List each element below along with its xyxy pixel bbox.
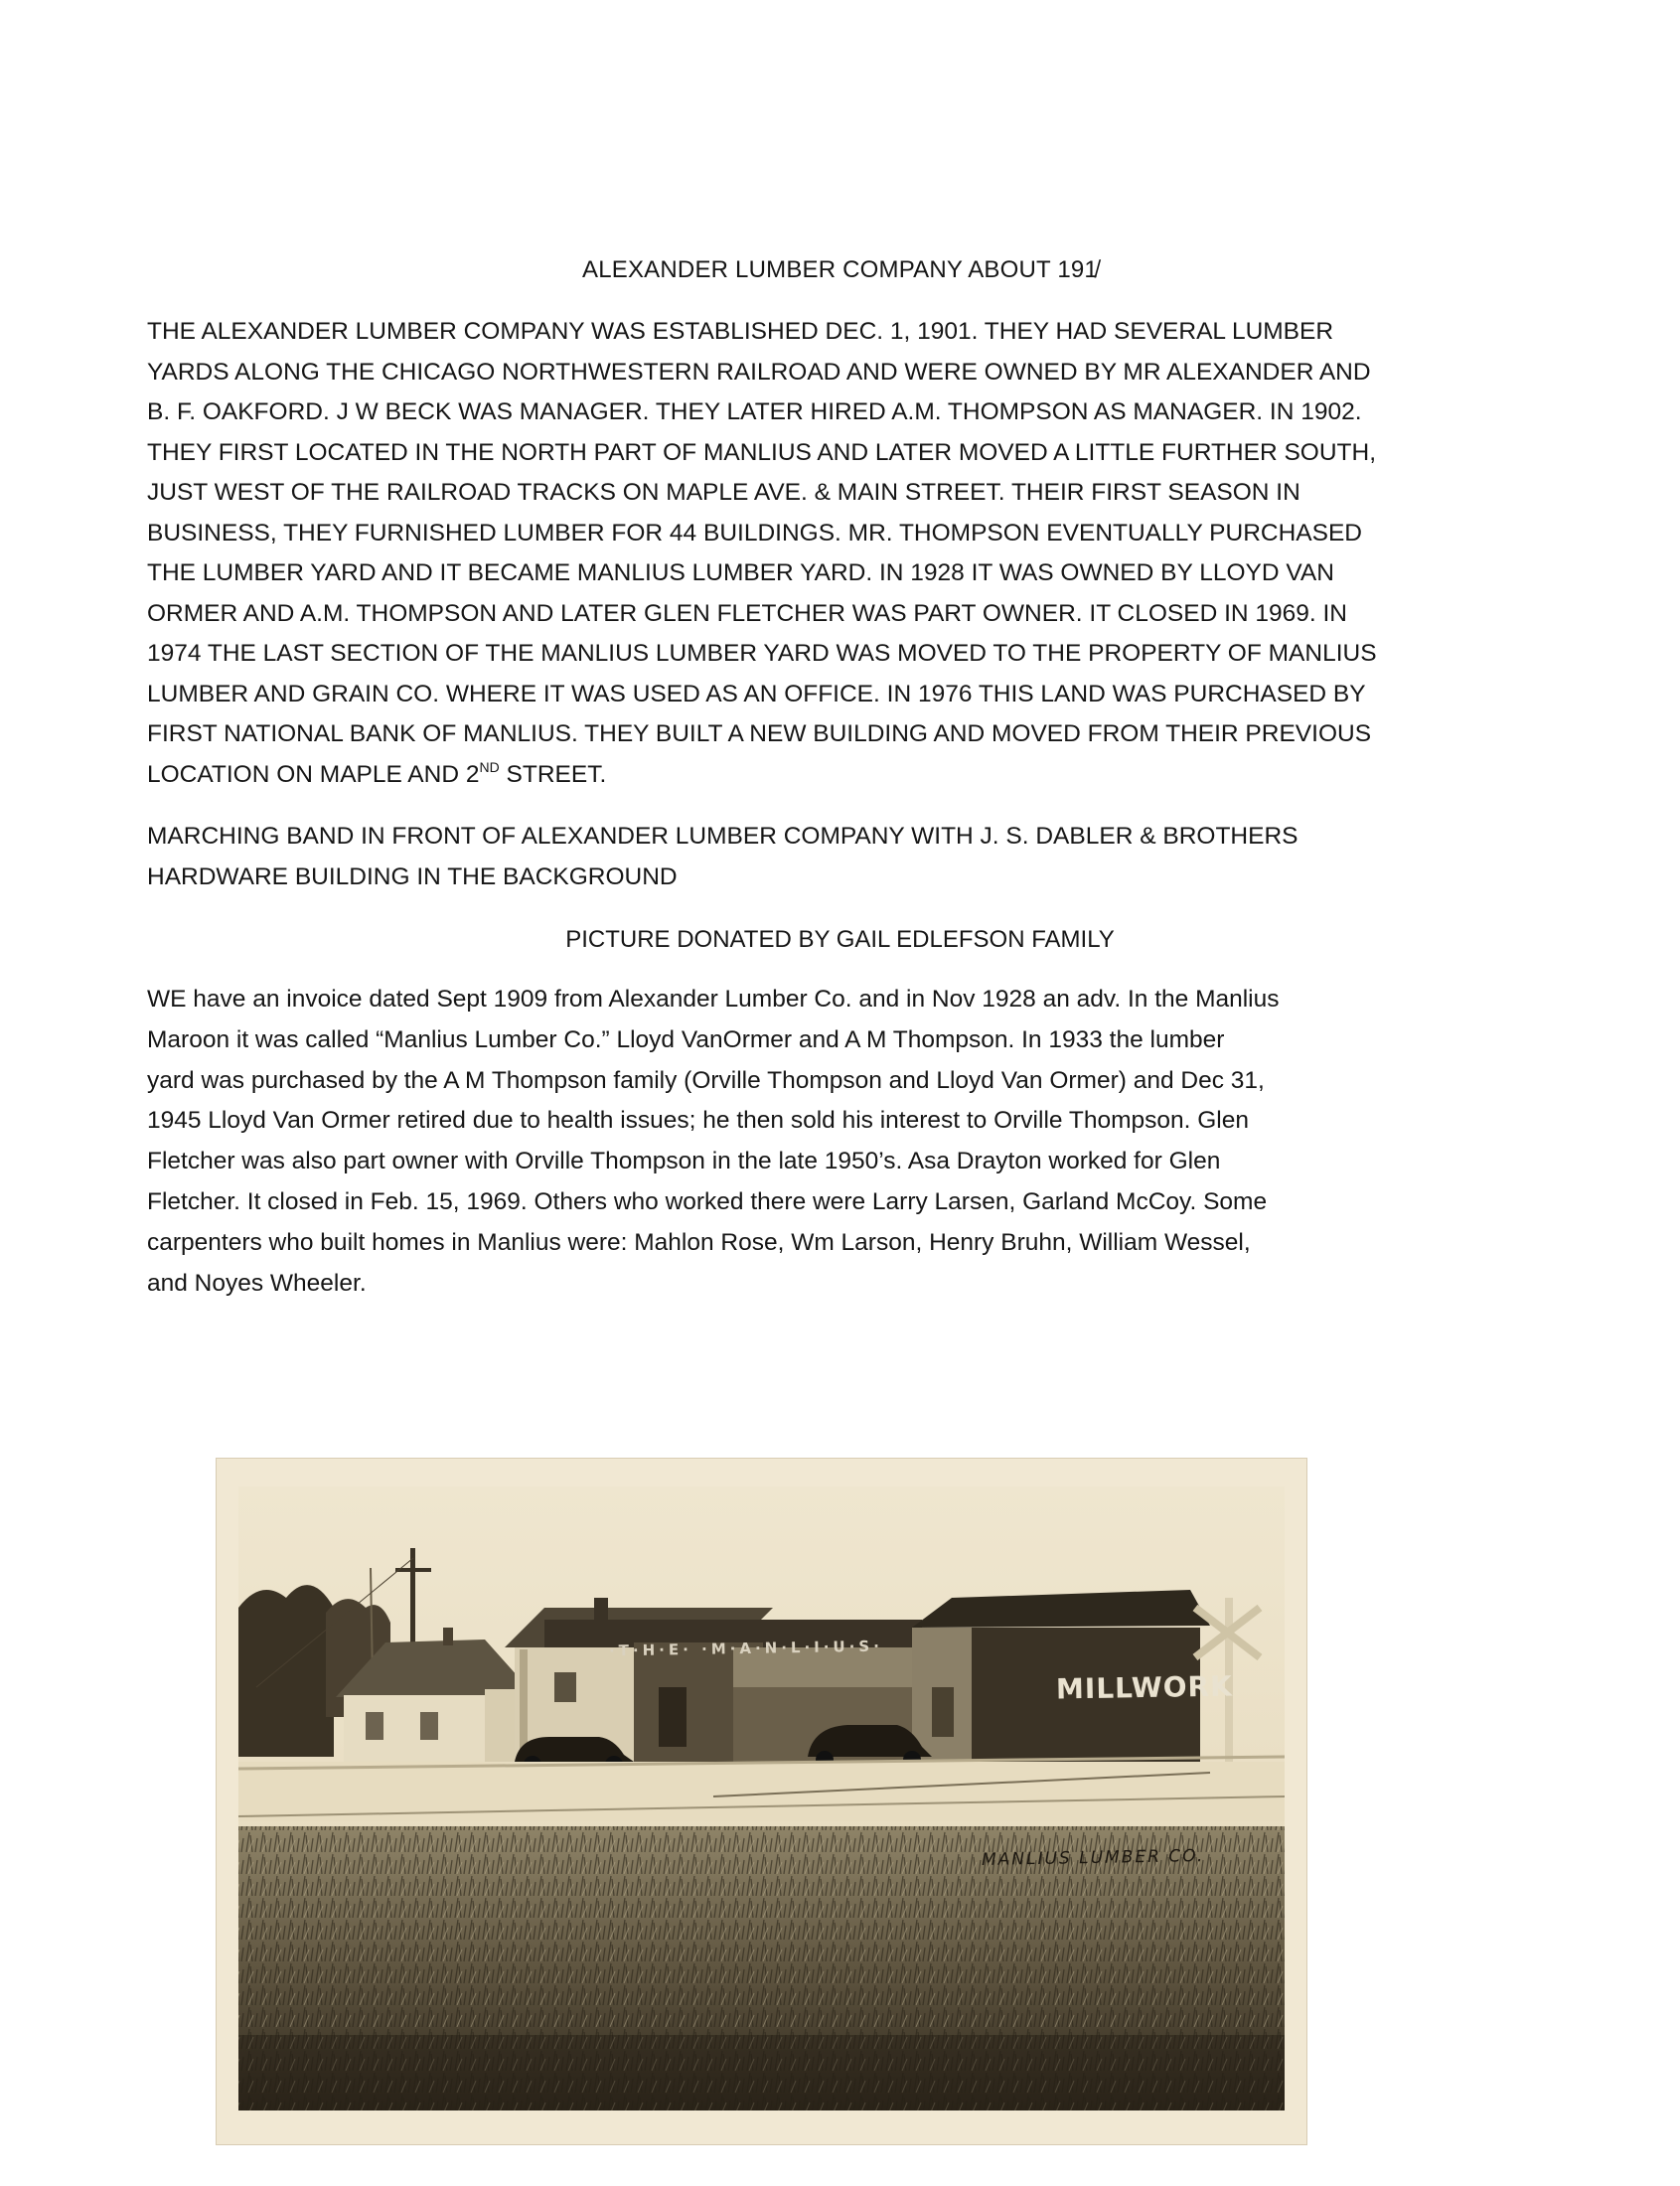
text-line: YARDS ALONG THE CHICAGO NORTHWESTERN RAILROAD AND WERE OWNED BY MR ALEXANDER AND (147, 358, 1371, 386)
text-line: FIRST NATIONAL BANK OF MANLIUS. THEY BUILT A NEW BUILDING AND MOVED FROM THEIR PREVIOUS (147, 720, 1372, 747)
photo-credit: PICTURE DONATED BY GAIL EDLEFSON FAMILY (565, 926, 1115, 953)
text-line: WE have an invoice dated Sept 1909 from Alexander Lumber Co. and in Nov 1928 an adv. In the Manlius (147, 986, 1280, 1013)
text-line: Fletcher was also part owner with Orville Thompson in the late 1950’s. Asa Drayton worked for Glen (147, 1148, 1221, 1175)
text-line: B. F. OAKFORD. J W BECK WAS MANAGER. THEY LATER HIRED A.M. THOMPSON AS MANAGER. IN 1902. (147, 398, 1362, 425)
millwork-sign: MILLWORK (1055, 1669, 1234, 1706)
last-line-start: LOCATION ON MAPLE AND 2 (147, 760, 480, 788)
ordinal-superscript: ND (479, 758, 500, 775)
text-line: and Noyes Wheeler. (147, 1269, 367, 1297)
photo-description (147, 817, 1439, 897)
notes-paragraph (147, 980, 1458, 1304)
text-line: THE ALEXANDER LUMBER COMPANY WAS ESTABLISHED DEC. 1, 1901. THEY HAD SEVERAL LUMBER (147, 318, 1334, 345)
page-title (0, 256, 1680, 284)
photo-scene (217, 1459, 1306, 2144)
text-line: HARDWARE BUILDING IN THE BACKGROUND (147, 862, 678, 890)
text-line: Fletcher. It closed in Feb. 15, 1969. Others who worked there were Larry Larsen, Garland McCoy. Some (147, 1187, 1268, 1215)
last-line-end: STREET. (499, 760, 607, 788)
text-line: ORMER AND A.M. THOMPSON AND LATER GLEN FLETCHER WAS PART OWNER. IT CLOSED IN 1969. IN (147, 599, 1348, 627)
title-year-suffix: 1̸ (1084, 256, 1098, 283)
text-line: Maroon it was called “Manlius Lumber Co.” Lloyd VanOrmer and A M Thompson. In 1933 the lumber (147, 1025, 1225, 1053)
text-line: yard was purchased by the A M Thompson family (Orville Thompson and Lloyd Van Ormer) and Dec 31, (147, 1066, 1265, 1094)
text-line: carpenters who built homes in Manlius were: Mahlon Rose, Wm Larson, Henry Bruhn, William Wessel, (147, 1228, 1251, 1256)
text-line: BUSINESS, THEY FURNISHED LUMBER FOR 44 BUILDINGS. MR. THOMPSON EVENTUALLY PURCHASED (147, 519, 1362, 546)
text-line: 1974 THE LAST SECTION OF THE MANLIUS LUMBER YARD WAS MOVED TO THE PROPERTY OF MANLIUS (147, 640, 1377, 667)
historic-photograph (217, 1459, 1306, 2144)
history-paragraph (147, 312, 1439, 795)
text-line (147, 755, 1439, 796)
text-line: THEY FIRST LOCATED IN THE NORTH PART OF MANLIUS AND LATER MOVED A LITTLE FURTHER SOUTH, (147, 438, 1377, 466)
roof-sign: ·T·H·E· ·M·A·N·L·I·U·S· (608, 1637, 883, 1660)
text-line: 1945 Lloyd Van Ormer retired due to health issues; he then sold his interest to Orville Thompson. Glen (147, 1107, 1249, 1135)
text-line: JUST WEST OF THE RAILROAD TRACKS ON MAPLE AVE. & MAIN STREET. THEIR FIRST SEASON IN (147, 479, 1300, 506)
text-line: LUMBER AND GRAIN CO. WHERE IT WAS USED AS AN OFFICE. IN 1976 THIS LAND WAS PURCHASED BY (147, 680, 1366, 707)
text-line: MARCHING BAND IN FRONT OF ALEXANDER LUMBER COMPANY WITH J. S. DABLER & BROTHERS (147, 823, 1298, 850)
title-text: ALEXANDER LUMBER COMPANY ABOUT 19 (582, 256, 1085, 283)
photo-caption: MANLIUS LUMBER CO. (981, 1846, 1205, 1870)
text-line: THE LUMBER YARD AND IT BECAME MANLIUS LUMBER YARD. IN 1928 IT WAS OWNED BY LLOYD VAN (147, 559, 1334, 586)
